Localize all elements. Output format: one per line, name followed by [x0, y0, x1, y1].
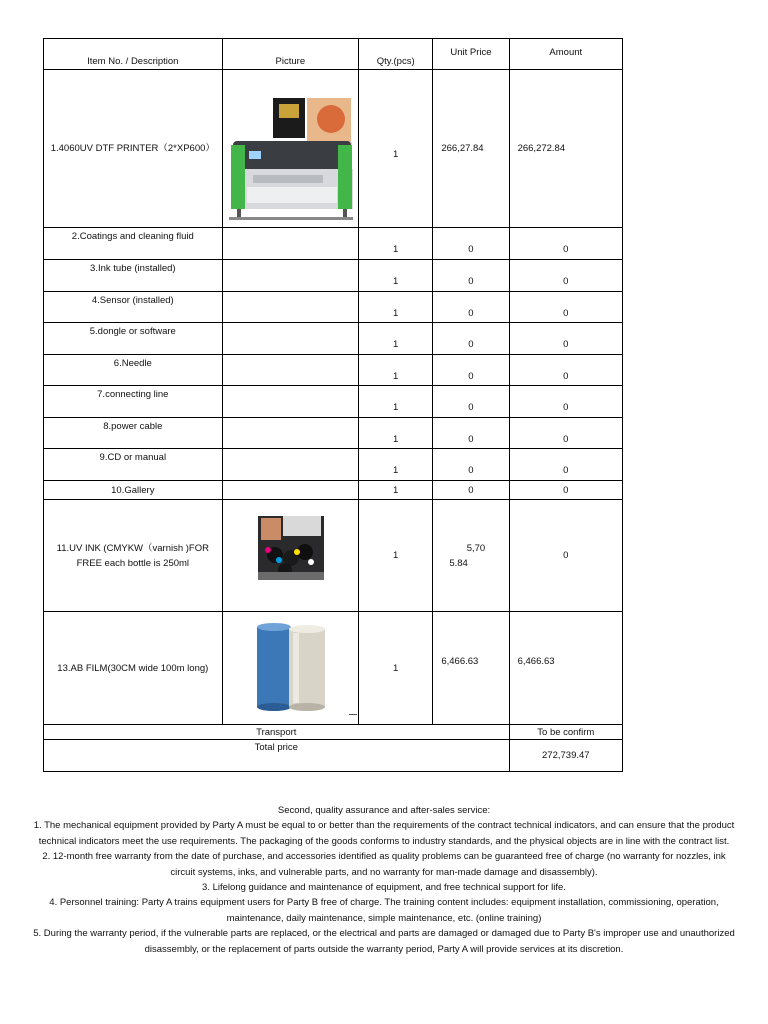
after-sales-notes [30, 803, 738, 957]
table-row [44, 228, 623, 260]
header-qty: Qty.(pcs) [359, 39, 433, 70]
row-amount: 0 [509, 500, 622, 612]
printer-photo [223, 71, 357, 227]
row-qty: 1 [359, 260, 433, 292]
row-unit-price: 0 [433, 386, 509, 418]
row-amount: 0 [509, 355, 622, 386]
row-description: 13.AB FILM(30CM wide 100m long) [44, 612, 223, 725]
row-amount: 0 [509, 292, 622, 323]
unit-price-line-1: 5,70 [466, 542, 486, 554]
table-row [44, 612, 623, 725]
table-row [44, 355, 623, 386]
row-picture [222, 449, 358, 481]
row-unit-price: 0 [433, 323, 509, 355]
row-unit-price: 266,27.84 [433, 70, 509, 228]
row-picture [222, 386, 358, 418]
note-item: 2. 12-month free warranty from the date of purchase, and accessories identified as quality problems can be guaranteed free of charge (no warranty for nozzles, ink circuit systems, inks, and vulnerable parts, and no warranty for man-made damage and disassembly). [42, 851, 726, 878]
row-amount: 0 [509, 418, 622, 449]
row-qty: 1 [359, 323, 433, 355]
note-item: 3. Lifelong guidance and maintenance of equipment, and free technical support for life. [202, 882, 566, 894]
note-item: 1. The mechanical equipment provided by Party A must be equal to or better than the requirements of the contract technical indicators, and can ensure that the product technical indicators meet the use requirements. The packaging of the goods conforms to industry standards, and the physical objects are in line with the contract list. [33, 820, 735, 847]
note-item: 5. During the warranty period, if the vulnerable parts are replaced, or the electrical and parts are damaged or damaged due to Party B's improper use and unauthorized disassembly, or the replacement of parts outside the warranty period, Party A will provide services at its discretion. [33, 928, 735, 955]
table-row [44, 292, 623, 323]
row-amount: 0 [509, 481, 622, 500]
ink-bottles-photo [223, 500, 357, 610]
row-picture [222, 292, 358, 323]
total-label: Total price [44, 740, 510, 772]
row-picture [222, 260, 358, 292]
film-rolls-photo [223, 613, 357, 724]
row-qty: 1 [359, 481, 433, 500]
row-unit-price: 6,466.63 [433, 612, 509, 725]
row-amount: 0 [509, 386, 622, 418]
table-row [44, 260, 623, 292]
row-amount: 0 [509, 323, 622, 355]
row-description: 8.power cable [44, 418, 223, 449]
row-description: 1.4060UV DTF PRINTER（2*XP600） [44, 70, 223, 228]
notes-heading: Second, quality assurance and after-sales service: [277, 805, 491, 816]
row-qty: 1 [359, 70, 433, 228]
table-row [44, 449, 623, 481]
row-unit-price: 0 [433, 260, 509, 292]
row-amount: 0 [509, 228, 622, 260]
transport-label: Transport [44, 725, 510, 740]
header-row [44, 39, 623, 70]
row-picture [222, 323, 358, 355]
row-description: 7.connecting line [44, 386, 223, 418]
row-description: 11.UV INK (CMYKW（varnish )FOR FREE each bottle is 250ml [44, 500, 223, 612]
row-qty: 1 [359, 418, 433, 449]
row-picture [222, 355, 358, 386]
table-row [44, 386, 623, 418]
row-qty: 1 [359, 292, 433, 323]
row-qty: 1 [359, 612, 433, 725]
row-description: 2.Coatings and cleaning fluid [44, 228, 223, 260]
transport-row [44, 725, 623, 740]
table-row [44, 70, 623, 228]
row-picture [222, 228, 358, 260]
row-qty: 1 [359, 355, 433, 386]
table-row [44, 481, 623, 500]
row-amount: 266,272.84 [509, 70, 622, 228]
row-description: 4.Sensor (installed) [44, 292, 223, 323]
note-item: 4. Personnel training: Party A trains equipment users for Party B free of charge. The training content includes: equipment installation, commissioning, operation, maintenance, daily maintenance, simple maintenance, etc. (online training) [49, 897, 719, 924]
row-picture [222, 418, 358, 449]
row-qty: 1 [359, 386, 433, 418]
total-value: 272,739.47 [509, 740, 622, 772]
unit-price-line-2: 5.84 [449, 557, 468, 569]
row-amount: 0 [509, 449, 622, 481]
quotation-table [43, 38, 623, 772]
row-picture [222, 481, 358, 500]
row-description: 9.CD or manual [44, 449, 223, 481]
row-unit-price: 0 [433, 418, 509, 449]
row-unit-price [433, 500, 509, 612]
row-unit-price: 0 [433, 228, 509, 260]
row-qty: 1 [359, 449, 433, 481]
header-picture: Picture [222, 39, 358, 70]
row-unit-price: 0 [433, 355, 509, 386]
row-description: 5.dongle or software [44, 323, 223, 355]
row-unit-price: 0 [433, 449, 509, 481]
film-picture [222, 612, 358, 725]
row-amount: 0 [509, 260, 622, 292]
row-qty: 1 [359, 228, 433, 260]
row-amount: 6,466.63 [509, 612, 622, 725]
total-row [44, 740, 623, 772]
header-amount: Amount [509, 39, 622, 70]
transport-value: To be confirm [509, 725, 622, 740]
row-unit-price: 0 [433, 292, 509, 323]
row-unit-price: 0 [433, 481, 509, 500]
row-description: 6.Needle [44, 355, 223, 386]
table-row [44, 323, 623, 355]
row-description: 3.Ink tube (installed) [44, 260, 223, 292]
printer-picture [222, 70, 358, 228]
ink-picture [222, 500, 358, 612]
row-description: 10.Gallery [44, 481, 223, 500]
header-unit-price: Unit Price [433, 39, 509, 70]
header-item: Item No. / Description [44, 39, 223, 70]
row-qty: 1 [359, 500, 433, 612]
table-row [44, 418, 623, 449]
table-row [44, 500, 623, 612]
